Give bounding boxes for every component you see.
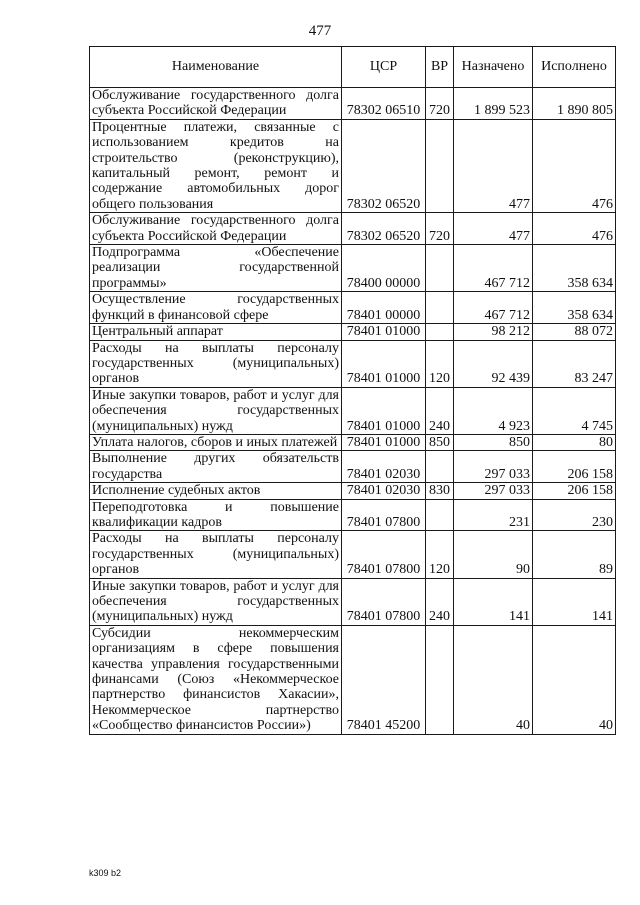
cell-vr [426,119,454,212]
cell-name: Исполнение судебных актов [90,483,342,499]
cell-planned: 467 712 [454,245,533,292]
table-row [90,434,616,450]
cell-csr: 78401 01000 [342,340,426,387]
page-number: 477 [308,23,332,39]
cell-planned: 141 [454,578,533,625]
cell-csr: 78302 06510 [342,88,426,120]
cell-vr [426,451,454,483]
cell-name: Осуществление государственных функций в финансовой сфере [90,292,342,324]
cell-csr: 78401 01000 [342,387,426,434]
cell-planned: 98 212 [454,324,533,340]
cell-name: Обслуживание государственного долга субъекта Российской Федерации [90,88,342,120]
cell-vr: 120 [426,340,454,387]
cell-csr: 78401 01000 [342,434,426,450]
cell-planned: 297 033 [454,451,533,483]
cell-vr: 240 [426,578,454,625]
cell-executed: 476 [533,119,616,212]
cell-vr: 120 [426,531,454,578]
header-vr: ВР [426,47,454,88]
cell-csr: 78401 00000 [342,292,426,324]
cell-executed: 358 634 [533,292,616,324]
table-row [90,292,616,324]
table-row [90,499,616,531]
cell-name: Выполнение других обязательств государства [90,451,342,483]
header-executed: Исполнено [533,47,616,88]
footer-code: k309 b2 [89,868,122,878]
table-row [90,387,616,434]
cell-executed: 4 745 [533,387,616,434]
table-row [90,245,616,292]
table-row [90,340,616,387]
cell-csr: 78401 02030 [342,451,426,483]
cell-planned: 477 [454,119,533,212]
budget-table [89,46,616,735]
cell-planned: 850 [454,434,533,450]
cell-executed: 476 [533,213,616,245]
cell-executed: 206 158 [533,451,616,483]
cell-executed: 230 [533,499,616,531]
cell-name: Иные закупки товаров, работ и услуг для обеспечения государственных (муниципальных) нужд [90,387,342,434]
table-row [90,578,616,625]
cell-name: Центральный аппарат [90,324,342,340]
cell-vr: 240 [426,387,454,434]
table-row [90,625,616,734]
cell-csr: 78401 45200 [342,625,426,734]
cell-executed: 40 [533,625,616,734]
cell-planned: 92 439 [454,340,533,387]
cell-vr [426,499,454,531]
table-header-row [90,47,616,88]
cell-name: Расходы на выплаты персоналу государственных (муниципальных) органов [90,531,342,578]
cell-vr: 720 [426,213,454,245]
cell-csr: 78302 06520 [342,119,426,212]
table-row [90,88,616,120]
cell-name: Подпрограмма «Обеспечение реализации государственной программы» [90,245,342,292]
header-csr: ЦСР [342,47,426,88]
cell-name: Обслуживание государственного долга субъекта Российской Федерации [90,213,342,245]
cell-planned: 90 [454,531,533,578]
cell-executed: 1 890 805 [533,88,616,120]
cell-csr: 78401 02030 [342,483,426,499]
cell-planned: 297 033 [454,483,533,499]
cell-name: Расходы на выплаты персоналу государственных (муниципальных) органов [90,340,342,387]
cell-csr: 78401 07800 [342,578,426,625]
table-row [90,324,616,340]
cell-vr: 830 [426,483,454,499]
cell-vr: 850 [426,434,454,450]
cell-name: Процентные платежи, связанные с использованием кредитов на строительство (реконструкцию), капитальный ремонт, ремонт и содержание автомобильных дорог общего пользования [90,119,342,212]
cell-name: Переподготовка и повышение квалификации кадров [90,499,342,531]
cell-planned: 1 899 523 [454,88,533,120]
cell-vr [426,324,454,340]
cell-executed: 80 [533,434,616,450]
cell-planned: 477 [454,213,533,245]
cell-executed: 141 [533,578,616,625]
cell-executed: 358 634 [533,245,616,292]
header-planned: Назначено [454,47,533,88]
cell-executed: 89 [533,531,616,578]
cell-planned: 4 923 [454,387,533,434]
cell-executed: 83 247 [533,340,616,387]
header-name: Наименование [90,47,342,88]
cell-vr [426,625,454,734]
table-row [90,483,616,499]
cell-vr [426,245,454,292]
cell-csr: 78401 07800 [342,531,426,578]
cell-csr: 78401 07800 [342,499,426,531]
cell-csr: 78400 00000 [342,245,426,292]
cell-name: Иные закупки товаров, работ и услуг для обеспечения государственных (муниципальных) нужд [90,578,342,625]
cell-executed: 206 158 [533,483,616,499]
table-row [90,531,616,578]
cell-vr [426,292,454,324]
table-row [90,213,616,245]
cell-planned: 40 [454,625,533,734]
cell-name: Уплата налогов, сборов и иных платежей [90,434,342,450]
cell-vr: 720 [426,88,454,120]
cell-name: Субсидии некоммерческим организациям в сфере повышения качества управления государственными финансами (Союз «Некоммерческое партнерство финансистов Хакасии», Некоммерческое партнерство «Сообщество финансистов России») [90,625,342,734]
cell-planned: 231 [454,499,533,531]
table-row [90,451,616,483]
cell-csr: 78401 01000 [342,324,426,340]
cell-executed: 88 072 [533,324,616,340]
cell-csr: 78302 06520 [342,213,426,245]
cell-planned: 467 712 [454,292,533,324]
table-row [90,119,616,212]
